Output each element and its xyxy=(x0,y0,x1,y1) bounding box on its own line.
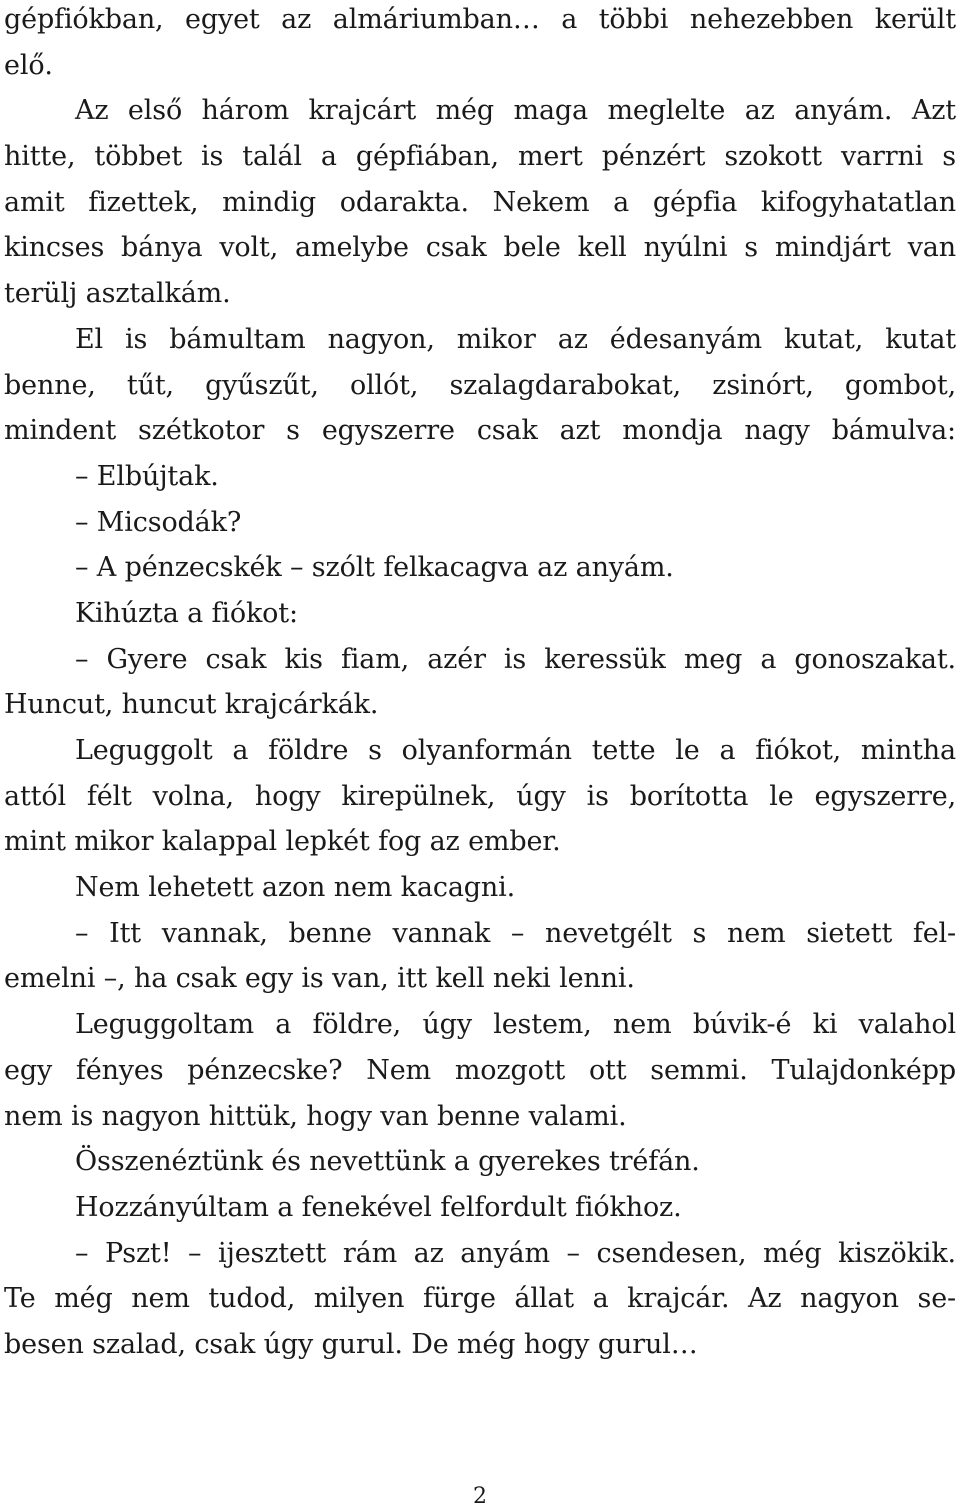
text-line: Leguggolt a földre s olyanformán tette le a fiókot, mintha xyxy=(75,735,956,766)
dialogue-line: – Pszt! – ijesztett rám az anyám – csendesen, még kiszökik. xyxy=(75,1237,956,1269)
dialogue-line: – Elbújtak. xyxy=(75,460,219,492)
text-line: gépfiókban, egyet az almáriumban… a többi nehezebben került xyxy=(4,4,956,35)
text-line: nem is nagyon hittük, hogy van benne valami. xyxy=(4,1100,627,1132)
dialogue-line: – A pénzecskék – szólt felkacagva az anyám. xyxy=(75,552,674,584)
text-line: emelni –, ha csak egy is van, itt kell neki lenni. xyxy=(4,963,635,995)
text-line: Huncut, huncut krajcárkák. xyxy=(4,689,379,721)
text-line: Hozzányúltam a fenekével felfordult fiókhoz. xyxy=(75,1191,682,1223)
dialogue-line: – Gyere csak kis fiam, azér is keressük meg a gonoszakat. xyxy=(75,643,956,675)
text-line: amit fizettek, mindig odarakta. Nekem a gépfia kifogyhatatlan xyxy=(4,186,956,218)
text-line: Leguggoltam a földre, úgy lestem, nem búvik-é ki valahol xyxy=(75,1009,956,1041)
text-line: El is bámultam nagyon, mikor az édesanyám kutat, kutat xyxy=(75,323,956,355)
text-line: besen szalad, csak úgy gurul. De még hogy gurul… xyxy=(4,1328,698,1360)
text-line: Az első három krajcárt még maga meglelte az anyám. Azt xyxy=(75,95,956,127)
page-body xyxy=(4,0,956,1368)
text-line: terülj asztalkám. xyxy=(4,278,231,310)
dialogue-line: – Micsodák? xyxy=(75,506,242,538)
text-line: Te még nem tudod, milyen fürge állat a krajcár. Az nagyon se- xyxy=(4,1283,956,1315)
text-line: Kihúzta a fiókot: xyxy=(75,597,298,629)
text-line: Összenéztünk és nevettünk a gyerekes tréfán. xyxy=(75,1146,700,1178)
text-line: Nem lehetett azon nem kacagni. xyxy=(75,872,516,904)
text-line: benne, tűt, gyűszűt, ollót, szalagdarabokat, zsinórt, gombot, xyxy=(4,369,956,401)
text-line: hitte, többet is talál a gépfiában, mert pénzért szokott varrni s xyxy=(4,141,956,173)
text-line: kincses bánya volt, amelybe csak bele kell nyúlni s mindjárt van xyxy=(4,232,956,264)
text-line: elő. xyxy=(4,49,53,81)
text-line: attól félt volna, hogy kirepülnek, úgy is borította le egyszerre, xyxy=(4,780,956,812)
text-line: mint mikor kalappal lepkét fog az ember. xyxy=(4,826,561,858)
text-line: mindent szétkotor s egyszerre csak azt mondja nagy bámulva: xyxy=(4,415,956,447)
page-number: 2 xyxy=(473,1484,487,1509)
dialogue-line: – Itt vannak, benne vannak – nevetgélt s nem sietett fel- xyxy=(75,917,956,949)
text-line: egy fényes pénzecske? Nem mozgott ott semmi. Tulajdonképp xyxy=(4,1054,956,1086)
